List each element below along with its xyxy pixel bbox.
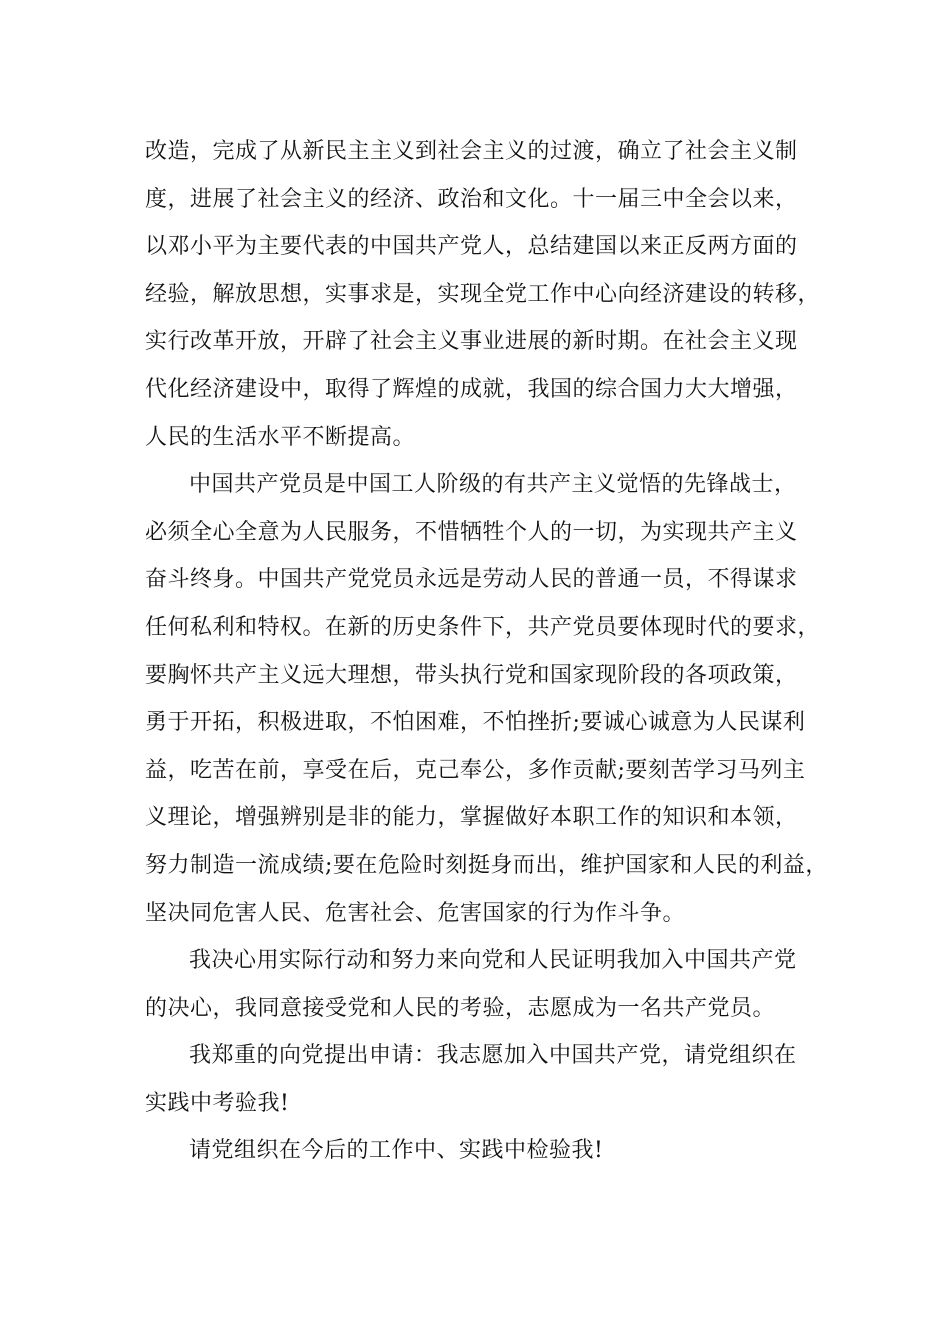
paragraph-line: 益，吃苦在前，享受在后，克己奉公，多作贡献;要刻苦学习马列主 [145, 757, 806, 783]
paragraph-line: 努力制造一流成绩;要在危险时刻挺身而出，维护国家和人民的利益， [145, 852, 828, 878]
document-body [145, 128, 828, 1175]
paragraph-line: 的决心，我同意接受党和人民的考验，志愿成为一名共产党员。 [145, 995, 776, 1021]
paragraph-1 [145, 128, 825, 461]
paragraph-line: 人民的生活水平不断提高。 [145, 424, 416, 450]
paragraph-line: 必须全心全意为人民服务，不惜牺牲个人的一切，为实现共产主义 [145, 519, 798, 545]
paragraph-line: 代化经济建设中，取得了辉煌的成就，我国的综合国力大大增强， [145, 376, 798, 402]
paragraph-line: 经验，解放思想，实事求是，实现全党工作中心向经济建设的转移， [145, 281, 821, 307]
paragraph-line: 中国共产党员是中国工人阶级的有共产主义觉悟的先锋战士， [189, 472, 797, 498]
paragraph-line: 实践中考验我! [145, 1090, 290, 1116]
paragraph-line: 要胸怀共产主义远大理想，带头执行党和国家现阶段的各项政策， [145, 662, 798, 688]
paragraph-5 [145, 1127, 825, 1175]
paragraph-2 [145, 461, 828, 937]
paragraph-4 [145, 1032, 825, 1127]
paragraph-line: 我郑重的向党提出申请：我志愿加入中国共产党，请党组织在 [189, 1043, 797, 1069]
paragraph-line: 改造，完成了从新民主主义到社会主义的过渡，确立了社会主义制 [145, 139, 798, 164]
paragraph-3 [145, 937, 825, 1032]
paragraph-line: 任何私利和特权。在新的历史条件下，共产党员要体现时代的要求， [145, 614, 821, 640]
paragraph-line: 请党组织在今后的工作中、实践中检验我! [189, 1138, 604, 1164]
paragraph-line: 实行改革开放，开辟了社会主义事业进展的新时期。在社会主义现 [145, 329, 798, 355]
paragraph-line: 奋斗终身。中国共产党党员永远是劳动人民的普通一员，不得谋求 [145, 567, 798, 593]
paragraph-line: 勇于开拓，积极进取，不怕困难，不怕挫折;要诚心诚意为人民谋利 [145, 710, 806, 736]
paragraph-line: 以邓小平为主要代表的中国共产党人，总结建国以来正反两方面的 [145, 234, 798, 260]
paragraph-line: 我决心用实际行动和努力来向党和人民证明我加入中国共产党 [189, 948, 797, 974]
paragraph-line: 度，进展了社会主义的经济、政治和文化。十一届三中全会以来， [145, 186, 798, 212]
paragraph-line: 坚决同危害人民、危害社会、危害国家的行为作斗争。 [145, 900, 686, 926]
paragraph-line: 义理论，增强辨别是非的能力，掌握做好本职工作的知识和本领， [145, 805, 798, 831]
